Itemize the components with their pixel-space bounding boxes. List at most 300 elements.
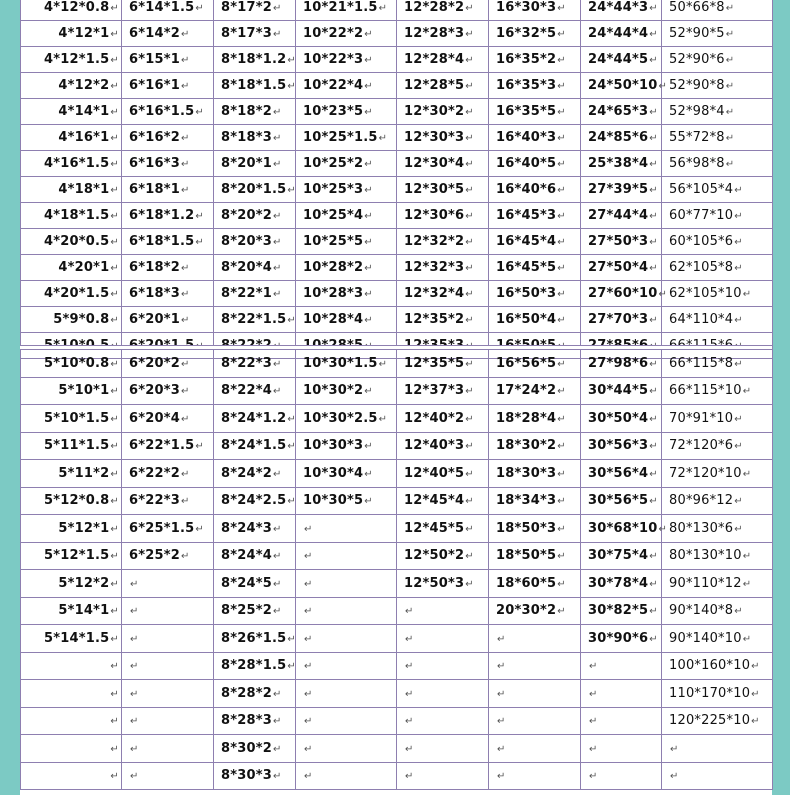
paragraph-mark-icon: ↵ — [557, 289, 566, 300]
cell-value: 4*20*0.5 — [44, 234, 110, 249]
table-cell — [122, 377, 214, 405]
table-cell — [122, 307, 214, 333]
paragraph-mark-icon: ↵ — [649, 107, 658, 118]
cell-value: 12*28*2 — [404, 0, 465, 15]
paragraph-mark-icon: ↵ — [287, 441, 296, 453]
cell-value: 6*18*1.2 — [129, 208, 195, 223]
table-cell — [581, 515, 668, 543]
table-cell — [581, 203, 662, 229]
table-cell — [122, 542, 214, 570]
table-cell — [397, 281, 489, 307]
paragraph-mark-icon: ↵ — [364, 55, 373, 66]
table-cell — [489, 281, 581, 307]
table-cell — [122, 570, 214, 598]
table-cell — [21, 125, 122, 151]
table-cell — [296, 350, 397, 378]
table-cell — [296, 652, 397, 680]
cell-value: 30*78*4 — [588, 575, 649, 591]
table-cell — [122, 597, 214, 625]
paragraph-mark-icon: ↵ — [110, 358, 119, 370]
paragraph-mark-icon: ↵ — [589, 688, 598, 700]
table-cell — [214, 73, 296, 99]
table-cell — [214, 405, 296, 433]
table-cell — [581, 255, 662, 281]
cell-value: 30*90*6 — [588, 630, 649, 646]
table-cell — [397, 515, 489, 543]
table-cell — [296, 542, 397, 570]
paragraph-mark-icon: ↵ — [110, 289, 119, 300]
table-cell — [662, 21, 773, 47]
table-cell — [214, 460, 296, 488]
table-cell — [397, 542, 489, 570]
cell-value: 30*56*3 — [588, 438, 649, 454]
cell-value: 16*30*3 — [496, 0, 557, 15]
cell-value: 18*28*4 — [496, 410, 557, 426]
paragraph-mark-icon: ↵ — [465, 289, 474, 300]
table-cell — [581, 432, 662, 460]
table-cell — [662, 735, 773, 763]
paragraph-mark-icon: ↵ — [287, 496, 296, 508]
table-cell — [214, 21, 296, 47]
cell-value: 12*28*4 — [404, 52, 465, 67]
table-cell — [397, 99, 489, 125]
table-cell — [214, 432, 296, 460]
cell-value: 12*28*3 — [404, 26, 465, 41]
table-cell — [489, 377, 581, 405]
table-row — [21, 73, 773, 99]
table-cell — [489, 307, 581, 333]
table-cell — [489, 47, 581, 73]
table-cell — [296, 570, 397, 598]
table-cell — [296, 735, 397, 763]
cell-value: 6*18*3 — [129, 286, 180, 301]
paragraph-mark-icon: ↵ — [649, 133, 658, 144]
cell-value: 80*130*10 — [669, 548, 742, 564]
table-row — [21, 405, 773, 433]
table-row — [21, 542, 773, 570]
cell-value: 18*30*3 — [496, 465, 557, 481]
paragraph-mark-icon: ↵ — [649, 441, 658, 453]
cell-value: 10*30*3 — [303, 438, 364, 454]
table-cell — [397, 597, 489, 625]
paragraph-mark-icon: ↵ — [364, 81, 373, 92]
paragraph-mark-icon: ↵ — [180, 315, 190, 326]
table-cell — [662, 229, 773, 255]
cell-value: 6*25*1.5 — [129, 520, 195, 536]
cell-value: 16*35*5 — [496, 104, 557, 119]
document-sheet — [20, 0, 772, 795]
table-cell — [397, 432, 489, 460]
paragraph-mark-icon: ↵ — [649, 211, 658, 222]
table-cell — [21, 762, 122, 790]
table-cell — [122, 229, 214, 255]
table-cell — [581, 625, 662, 653]
paragraph-mark-icon: ↵ — [465, 315, 474, 326]
table-cell — [296, 432, 397, 460]
table-cell — [214, 377, 296, 405]
paragraph-mark-icon: ↵ — [272, 743, 282, 755]
table-cell — [214, 625, 296, 653]
paragraph-mark-icon: ↵ — [304, 606, 313, 618]
table-cell — [662, 377, 773, 405]
cell-value: 66*115*8 — [669, 355, 734, 371]
table-cell — [122, 177, 214, 203]
cell-value: 27*44*4 — [588, 208, 649, 223]
cell-value: 10*25*3 — [303, 182, 364, 197]
paragraph-mark-icon: ↵ — [649, 386, 658, 398]
paragraph-mark-icon: ↵ — [557, 159, 566, 170]
cell-value: 12*30*4 — [404, 156, 465, 171]
table-cell — [662, 405, 773, 433]
paragraph-mark-icon: ↵ — [287, 661, 296, 673]
table-cell — [581, 597, 662, 625]
paragraph-mark-icon: ↵ — [751, 688, 760, 700]
paragraph-mark-icon: ↵ — [465, 386, 474, 398]
paragraph-mark-icon: ↵ — [557, 81, 566, 92]
paragraph-mark-icon: ↵ — [734, 315, 743, 326]
table-cell — [21, 177, 122, 203]
paragraph-mark-icon: ↵ — [405, 633, 414, 645]
table-cell — [581, 99, 662, 125]
table-cell — [489, 203, 581, 229]
table-cell — [214, 307, 296, 333]
cell-value: 8*24*3 — [221, 520, 272, 536]
table-cell — [397, 405, 489, 433]
table-cell — [397, 762, 489, 790]
table-cell — [489, 125, 581, 151]
paragraph-mark-icon: ↵ — [405, 716, 414, 728]
cell-value: 27*98*6 — [588, 355, 649, 371]
table-row — [21, 680, 773, 708]
table-cell — [296, 377, 397, 405]
table-cell — [489, 652, 581, 680]
paragraph-mark-icon: ↵ — [557, 606, 566, 618]
cell-value: 16*56*5 — [496, 355, 557, 371]
paragraph-mark-icon: ↵ — [557, 496, 566, 508]
cell-value: 6*22*3 — [129, 493, 180, 509]
paragraph-mark-icon: ↵ — [378, 413, 388, 425]
cell-value: 24*44*4 — [588, 26, 649, 41]
cell-value: 27*60*10 — [588, 286, 658, 301]
cell-value: 72*120*10 — [669, 465, 742, 481]
cell-value: 5*11*2 — [58, 465, 110, 481]
cell-value: 10*30*2.5 — [303, 410, 378, 426]
cell-value: 16*45*4 — [496, 234, 557, 249]
paragraph-mark-icon: ↵ — [589, 661, 598, 673]
paragraph-mark-icon: ↵ — [557, 413, 566, 425]
cell-value: 4*12*2 — [58, 78, 110, 93]
paragraph-mark-icon: ↵ — [130, 716, 139, 728]
table-cell — [296, 515, 397, 543]
table-cell — [581, 0, 662, 21]
cell-value: 4*12*1 — [58, 26, 110, 41]
paragraph-mark-icon: ↵ — [180, 133, 190, 144]
table-cell — [662, 99, 773, 125]
paragraph-mark-icon: ↵ — [272, 289, 282, 300]
cell-value: 8*28*2 — [221, 685, 272, 701]
paragraph-mark-icon: ↵ — [110, 551, 119, 563]
paragraph-mark-icon: ↵ — [364, 159, 373, 170]
paragraph-mark-icon: ↵ — [742, 633, 752, 645]
table-cell — [21, 350, 122, 378]
paragraph-mark-icon: ↵ — [649, 551, 658, 563]
cell-value: 80*130*6 — [669, 520, 734, 536]
table-cell — [581, 707, 662, 735]
paragraph-mark-icon: ↵ — [751, 716, 760, 728]
table-cell — [21, 73, 122, 99]
table-cell — [581, 177, 662, 203]
cell-value: 6*15*1 — [129, 52, 180, 67]
paragraph-mark-icon: ↵ — [287, 81, 296, 92]
cell-value: 12*35*2 — [404, 312, 465, 327]
table-row — [21, 432, 773, 460]
cell-value: 10*28*2 — [303, 260, 364, 275]
table-cell — [296, 625, 397, 653]
table-row — [21, 151, 773, 177]
cell-value: 8*18*1.2 — [221, 52, 287, 67]
table-cell — [397, 625, 489, 653]
table-cell — [214, 515, 296, 543]
paragraph-mark-icon: ↵ — [557, 55, 566, 66]
table-cell — [122, 203, 214, 229]
cell-value: 12*30*2 — [404, 104, 465, 119]
paragraph-mark-icon: ↵ — [557, 358, 566, 370]
table-cell — [581, 47, 662, 73]
table-cell — [122, 281, 214, 307]
table-cell — [214, 177, 296, 203]
table-row — [21, 570, 773, 598]
cell-value: 6*25*2 — [129, 548, 180, 564]
paragraph-mark-icon: ↵ — [130, 771, 139, 783]
paragraph-mark-icon: ↵ — [465, 578, 474, 590]
cell-value: 12*40*3 — [404, 438, 465, 454]
paragraph-mark-icon: ↵ — [364, 315, 373, 326]
table-top-body — [21, 0, 773, 359]
table-cell — [581, 405, 662, 433]
paragraph-mark-icon: ↵ — [405, 688, 414, 700]
cell-value: 52*90*6 — [669, 52, 725, 67]
table-cell — [581, 735, 662, 763]
paragraph-mark-icon: ↵ — [110, 633, 119, 645]
cell-value: 12*45*4 — [404, 493, 465, 509]
cell-value: 16*40*3 — [496, 130, 557, 145]
paragraph-mark-icon: ↵ — [670, 771, 679, 783]
paragraph-mark-icon: ↵ — [725, 81, 735, 92]
table-row — [21, 203, 773, 229]
cell-value: 6*16*1.5 — [129, 104, 195, 119]
paragraph-mark-icon: ↵ — [195, 107, 204, 118]
table-cell — [214, 255, 296, 281]
table-cell — [662, 542, 773, 570]
table-cell — [214, 542, 296, 570]
paragraph-mark-icon: ↵ — [130, 578, 139, 590]
cell-value: 4*20*1 — [58, 260, 110, 275]
paragraph-mark-icon: ↵ — [287, 633, 296, 645]
paragraph-mark-icon: ↵ — [180, 159, 190, 170]
paragraph-mark-icon: ↵ — [497, 771, 506, 783]
paragraph-mark-icon: ↵ — [725, 107, 735, 118]
cell-value: 4*12*1.5 — [44, 52, 110, 67]
table-cell — [296, 597, 397, 625]
cell-value: 6*14*1.5 — [129, 0, 195, 15]
cell-value: 10*30*2 — [303, 383, 364, 399]
paragraph-mark-icon: ↵ — [110, 441, 119, 453]
paragraph-mark-icon: ↵ — [110, 159, 119, 170]
paragraph-mark-icon: ↵ — [465, 468, 474, 480]
paragraph-mark-icon: ↵ — [725, 55, 735, 66]
table-row — [21, 99, 773, 125]
table-cell — [21, 203, 122, 229]
table-cell — [581, 73, 668, 99]
paragraph-mark-icon: ↵ — [110, 661, 119, 673]
cell-value: 10*30*1.5 — [303, 355, 378, 371]
cell-value: 16*45*3 — [496, 208, 557, 223]
paragraph-mark-icon: ↵ — [658, 81, 668, 92]
cell-value: 6*18*1.5 — [129, 234, 195, 249]
table-cell — [296, 281, 397, 307]
cell-value: 6*22*1.5 — [129, 438, 195, 454]
cell-value: 4*14*1 — [58, 104, 110, 119]
table-cell — [489, 625, 581, 653]
table-row — [21, 47, 773, 73]
cell-value: 8*24*1.2 — [221, 410, 287, 426]
table-cell — [662, 597, 773, 625]
paragraph-mark-icon: ↵ — [649, 633, 658, 645]
table-cell — [296, 125, 397, 151]
paragraph-mark-icon: ↵ — [734, 211, 743, 222]
paragraph-mark-icon: ↵ — [287, 315, 296, 326]
cell-value: 10*22*2 — [303, 26, 364, 41]
cell-value: 12*50*2 — [404, 548, 465, 564]
paragraph-mark-icon: ↵ — [364, 237, 373, 248]
paragraph-mark-icon: ↵ — [304, 551, 313, 563]
table-cell — [581, 460, 662, 488]
table-cell — [489, 99, 581, 125]
paragraph-mark-icon: ↵ — [649, 29, 658, 40]
table-cell — [662, 203, 773, 229]
cell-value: 5*10*1 — [58, 383, 110, 399]
table-cell — [581, 281, 668, 307]
cell-value: 100*160*10 — [669, 658, 751, 674]
table-cell — [21, 21, 122, 47]
table-cell — [397, 125, 489, 151]
table-cell — [662, 177, 773, 203]
paragraph-mark-icon: ↵ — [658, 289, 668, 300]
table-cell — [489, 542, 581, 570]
paragraph-mark-icon: ↵ — [110, 133, 119, 144]
table-cell — [122, 515, 214, 543]
cell-value: 18*50*5 — [496, 548, 557, 564]
paragraph-mark-icon: ↵ — [742, 468, 752, 480]
cell-value: 8*24*5 — [221, 575, 272, 591]
table-cell — [662, 680, 773, 708]
paragraph-mark-icon: ↵ — [110, 688, 119, 700]
paragraph-mark-icon: ↵ — [180, 289, 190, 300]
cell-value: 30*56*5 — [588, 493, 649, 509]
table-cell — [489, 177, 581, 203]
table-row — [21, 125, 773, 151]
paragraph-mark-icon: ↵ — [742, 289, 752, 300]
table-cell — [296, 151, 397, 177]
cell-value: 6*16*1 — [129, 78, 180, 93]
table-cell — [122, 487, 214, 515]
table-cell — [662, 151, 773, 177]
table-cell — [489, 255, 581, 281]
table-row — [21, 487, 773, 515]
paragraph-mark-icon: ↵ — [304, 661, 313, 673]
paragraph-mark-icon: ↵ — [557, 237, 566, 248]
paragraph-mark-icon: ↵ — [649, 413, 658, 425]
table-cell — [296, 21, 397, 47]
paragraph-mark-icon: ↵ — [557, 386, 566, 398]
cell-value: 70*91*10 — [669, 410, 734, 426]
table-cell — [581, 307, 662, 333]
paragraph-mark-icon: ↵ — [272, 771, 282, 783]
cell-value: 6*18*2 — [129, 260, 180, 275]
paragraph-mark-icon: ↵ — [725, 3, 735, 14]
paragraph-mark-icon: ↵ — [304, 743, 313, 755]
cell-value: 8*20*3 — [221, 234, 272, 249]
table-row — [21, 377, 773, 405]
cell-value: 20*30*2 — [496, 603, 557, 619]
paragraph-mark-icon: ↵ — [272, 29, 282, 40]
paragraph-mark-icon: ↵ — [751, 661, 760, 673]
cell-value: 18*60*5 — [496, 575, 557, 591]
cell-value: 64*110*4 — [669, 312, 734, 327]
paragraph-mark-icon: ↵ — [465, 551, 474, 563]
cell-value: 6*14*2 — [129, 26, 180, 41]
cell-value: 25*38*4 — [588, 156, 649, 171]
paragraph-mark-icon: ↵ — [649, 606, 658, 618]
paragraph-mark-icon: ↵ — [364, 211, 373, 222]
cell-value: 30*75*4 — [588, 548, 649, 564]
cell-value: 16*50*3 — [496, 286, 557, 301]
cell-value: 5*11*1.5 — [44, 438, 110, 454]
cell-value: 56*105*4 — [669, 182, 734, 197]
table-cell — [296, 707, 397, 735]
table-cell — [21, 47, 122, 73]
table-cell — [489, 350, 581, 378]
table-cell — [489, 432, 581, 460]
paragraph-mark-icon: ↵ — [110, 107, 119, 118]
table-cell — [296, 487, 397, 515]
paragraph-mark-icon: ↵ — [304, 578, 313, 590]
paragraph-mark-icon: ↵ — [465, 159, 474, 170]
table-cell — [122, 432, 214, 460]
table-row — [21, 762, 773, 790]
cell-value: 16*35*2 — [496, 52, 557, 67]
table-cell — [21, 625, 122, 653]
table-cell — [122, 255, 214, 281]
paragraph-mark-icon: ↵ — [734, 413, 743, 425]
paragraph-mark-icon: ↵ — [110, 263, 119, 274]
paragraph-mark-icon: ↵ — [378, 3, 388, 14]
cell-value: 27*50*3 — [588, 234, 649, 249]
cell-value: 110*170*10 — [669, 685, 751, 701]
cell-value: 12*40*5 — [404, 465, 465, 481]
cell-value: 6*20*4 — [129, 410, 180, 426]
cell-value: 12*32*4 — [404, 286, 465, 301]
paragraph-mark-icon: ↵ — [195, 3, 204, 14]
paragraph-mark-icon: ↵ — [497, 633, 506, 645]
table-cell — [21, 99, 122, 125]
table-cell — [214, 0, 296, 21]
paragraph-mark-icon: ↵ — [465, 358, 474, 370]
cell-value: 18*30*2 — [496, 438, 557, 454]
paragraph-mark-icon: ↵ — [130, 688, 139, 700]
table-cell — [122, 762, 214, 790]
paragraph-mark-icon: ↵ — [557, 441, 566, 453]
